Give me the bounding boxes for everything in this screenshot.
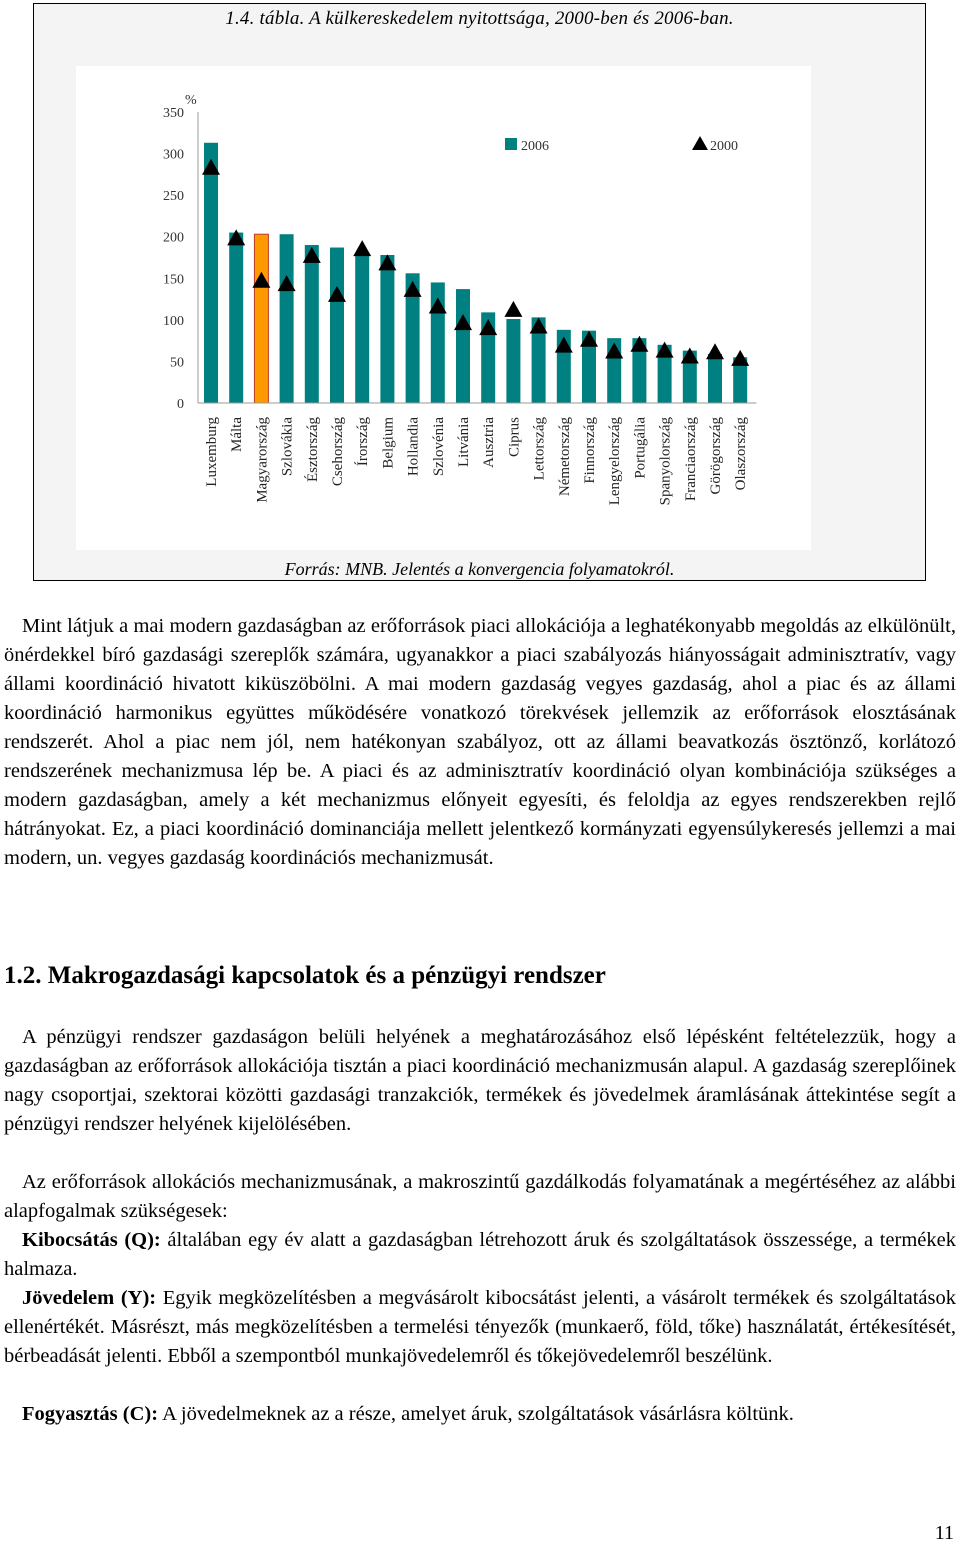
x-category-label: Luxemburg bbox=[204, 417, 220, 487]
legend-label-2006: 2006 bbox=[521, 139, 549, 154]
paragraph-1 bbox=[4, 612, 956, 873]
section-heading: 1.2. Makrogazdasági kapcsolatok és a pénzügyi rendszer bbox=[4, 962, 606, 989]
page-number: 11 bbox=[934, 1522, 954, 1544]
x-category-label: Ciprus bbox=[506, 417, 523, 458]
x-category-label: Szlovákia bbox=[279, 417, 296, 477]
definition-output bbox=[4, 1226, 956, 1284]
y-tick-label: 50 bbox=[170, 355, 184, 371]
term-consumption: Fogyasztás (C): bbox=[22, 1403, 159, 1425]
x-category-label: Lettország bbox=[531, 417, 548, 481]
paragraph-3-text: Az erőforrások allokációs mechanizmusának, a makroszintű gazdálkodás folyamatának a megértéséhez az alábbi alapfogalmak szükségesek: bbox=[4, 1171, 956, 1222]
y-tick-label: 300 bbox=[163, 147, 184, 163]
definition-income bbox=[4, 1284, 956, 1371]
x-category-label: Csehország bbox=[330, 417, 346, 487]
y-tick-label: 200 bbox=[163, 230, 184, 246]
figure-source: Forrás: MNB. Jelentés a konvergencia folyamatokról. bbox=[284, 559, 675, 579]
x-category-label: Franciaország bbox=[682, 417, 699, 502]
paragraph-2-text: A pénzügyi rendszer gazdaságon belüli helyének a meghatározásához első lépésként feltételezzük, hogy a gazdaságban az erőforrások allokációja tisztán a piaci koordináció mechanizmusán alapul. A gazdaság szereplőinek nagy csoportjai, szektorai közötti gazdasági tranzakciók, termékek és jövedelmek áramlásának áttekintése segít a pénzügyi rendszer helyének kijelölésében. bbox=[4, 1026, 956, 1135]
paragraph-2 bbox=[4, 1023, 956, 1139]
y-tick-label: 100 bbox=[163, 313, 184, 329]
x-category-label: Lengyelország bbox=[607, 417, 624, 506]
figure-title: 1.4. tábla. A külkereskedelem nyitottsága, 2000-ben és 2006-ban. bbox=[225, 8, 734, 29]
x-category-label: Finnország bbox=[582, 417, 598, 484]
paragraph-3 bbox=[4, 1168, 956, 1226]
bar-2006 bbox=[280, 234, 294, 403]
definition-income-text: Egyik megközelítésben a megvásárolt kibocsátást jelenti, a vásárolt termékek és szolgáltatások ellenértékét. Másrészt, más megközelítésben a termelési tényezők (munkaerő, föld, tőke) használatát, értékesítését, bérbeadását jelenti. Ebből a szempontból munkajövedelemről és tőkejövedelemről beszélünk. bbox=[4, 1287, 956, 1367]
legend-label-2000: 2000 bbox=[710, 139, 738, 154]
y-tick-label: 150 bbox=[163, 272, 184, 288]
x-category-label: Németország bbox=[556, 417, 573, 497]
bar-2006 bbox=[229, 233, 243, 403]
marker-2000 bbox=[706, 343, 724, 359]
bar-2006 bbox=[330, 248, 344, 403]
definition-consumption bbox=[4, 1400, 956, 1429]
chart-panel bbox=[76, 66, 811, 550]
bar-2006 bbox=[355, 254, 369, 403]
x-category-label: Magyarország bbox=[254, 417, 271, 503]
y-tick-label: 250 bbox=[163, 189, 184, 205]
y-tick-label: 350 bbox=[163, 106, 184, 121]
x-category-label: Írország bbox=[355, 417, 372, 467]
y-tick-label: 0 bbox=[177, 397, 184, 412]
x-category-label: Belgium bbox=[380, 417, 397, 469]
marker-2000 bbox=[504, 301, 522, 317]
x-category-label: Portugália bbox=[632, 417, 649, 479]
x-category-label: Spanyolország bbox=[657, 417, 674, 506]
x-category-label: Litvánia bbox=[456, 417, 472, 467]
bar-2006 bbox=[708, 354, 722, 403]
paragraph-1-text: Mint látjuk a mai modern gazdaságban az erőforrások piaci allokációja a leghatékonyabb megoldás az elkülönült, önérdekkel bíró gazdasági szereplők számára, ugyanakkor a piaci szabályozás hiányosságait adminisztratív, vagy állami koordináció hivatott kiküszöbölni. A mai modern gazdaság vegyes gazdaság, ahol a piac és az állami koordináció harmonikus együttes működésére vonatkozó törekvések jellemzik az erőforrások elosztásának rendszerét. Ahol a piac nem jól, nem hatékonyan szabályoz, ott az állami beavatkozás ösztönző, korlátozó rendszerének mechanizmusa lép be. A piaci és az adminisztratív koordináció olyan kombinációja szükséges a modern gazdaságban, amely a két mechanizmus előnyeit egyesíti, és feloldja az egyes rendszerekben rejlő hátrányokat. Ez, a piaci koordináció dominanciája mellett jelentkező kormányzati egyensúlykeresés jellemzi a mai modern, un. vegyes gazdaság koordinációs mechanizmusát. bbox=[4, 615, 956, 869]
x-category-label: Szlovénia bbox=[430, 417, 447, 477]
legend-swatch-2006 bbox=[505, 138, 517, 150]
x-category-label: Olaszország bbox=[733, 417, 750, 491]
marker-2000 bbox=[353, 240, 371, 256]
bar-2006 bbox=[204, 143, 218, 403]
x-category-label: Hollandia bbox=[405, 417, 422, 477]
x-category-label: Málta bbox=[229, 417, 246, 452]
bar-2006 bbox=[305, 245, 319, 403]
definition-output-text: általában egy év alatt a gazdaságban létrehozott áruk és szolgáltatások összessége, a termékek halmaza. bbox=[4, 1229, 956, 1280]
x-category-label: Ausztria bbox=[481, 417, 498, 468]
term-income: Jövedelem (Y): bbox=[22, 1287, 157, 1309]
bar-2006 bbox=[254, 234, 268, 403]
figure-box bbox=[33, 3, 926, 581]
term-output: Kibocsátás (Q): bbox=[22, 1229, 161, 1251]
chart bbox=[76, 66, 811, 550]
definition-consumption-text: A jövedelmeknek az a része, amelyet áruk, szolgáltatások vásárlásra költünk. bbox=[158, 1403, 794, 1425]
bar-2006 bbox=[456, 289, 470, 403]
legend-marker-2000 bbox=[692, 136, 708, 150]
bar-2006 bbox=[506, 319, 520, 403]
y-axis-label: % bbox=[185, 93, 197, 108]
x-category-label: Görögország bbox=[708, 417, 724, 495]
bar-2006 bbox=[380, 255, 394, 403]
x-category-label: Észtország bbox=[304, 417, 321, 482]
